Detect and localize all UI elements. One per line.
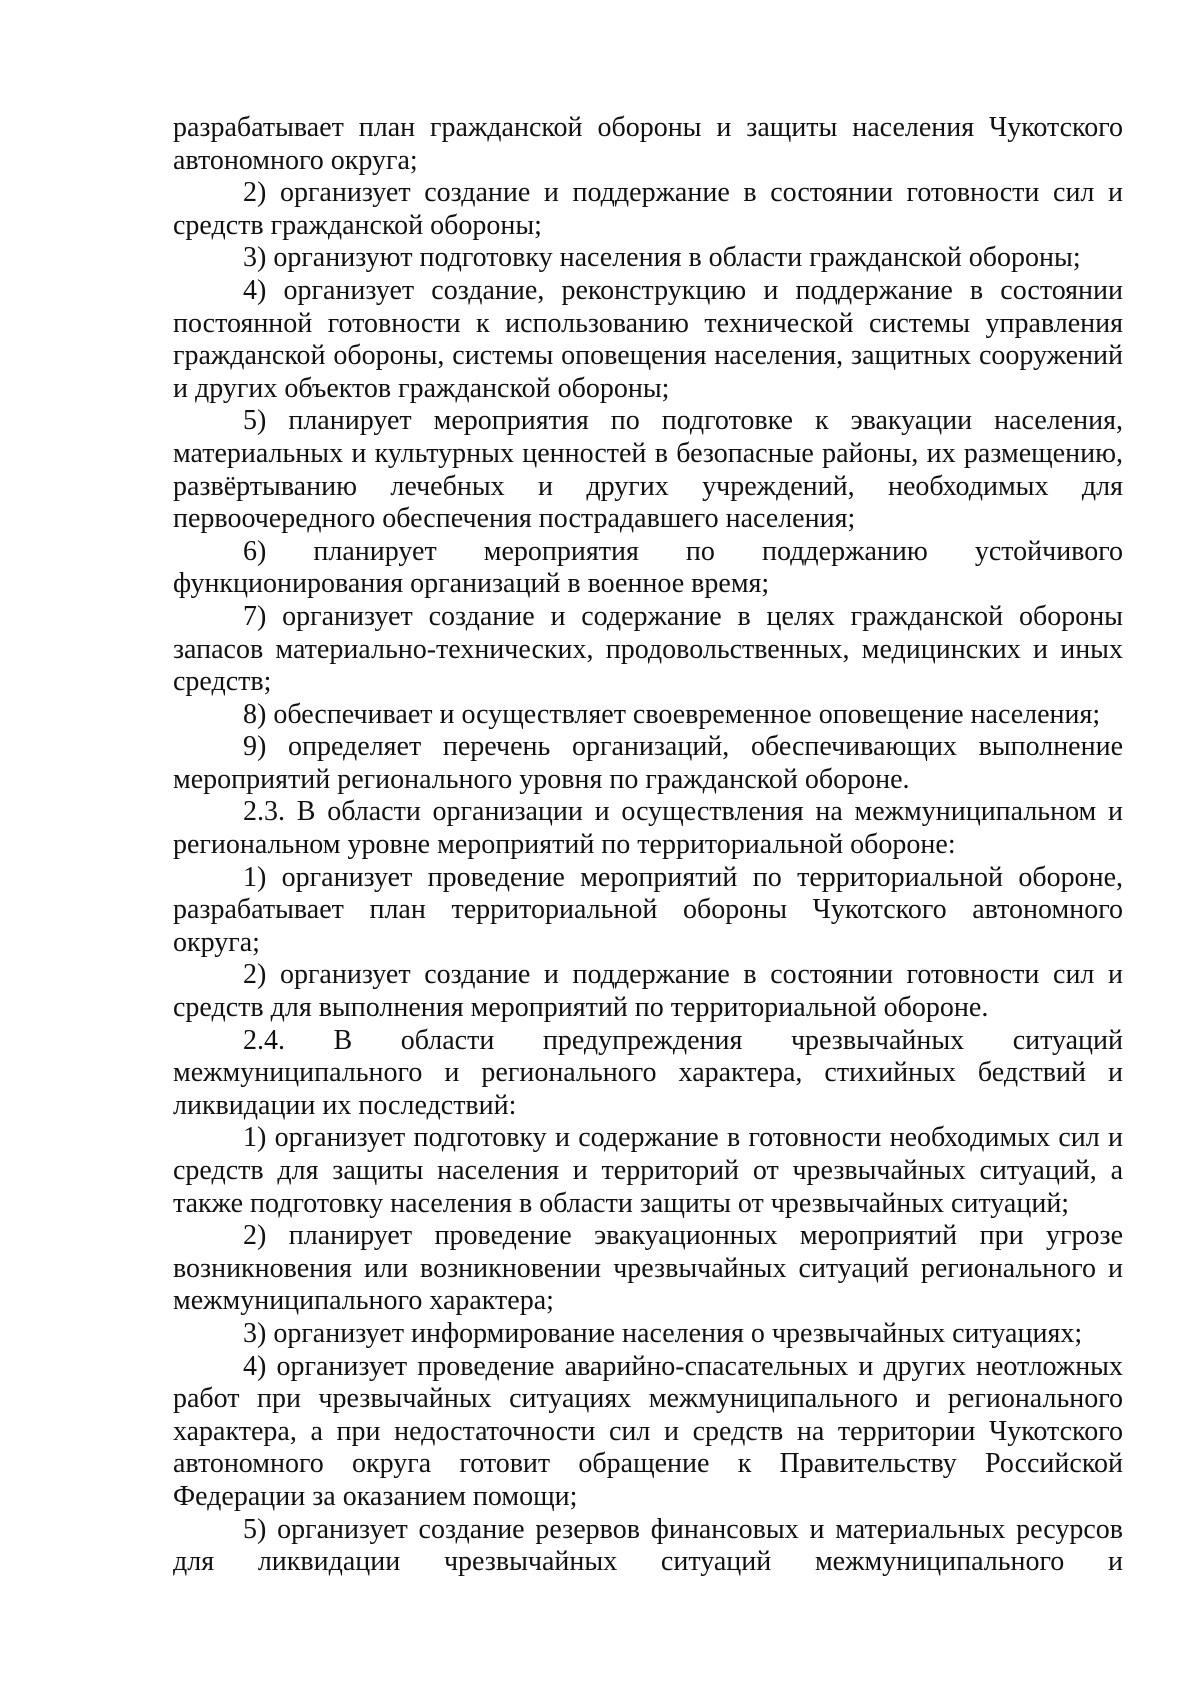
paragraph-1: разрабатывает план гражданской обороны и защиты населения Чукотского автономного округа; xyxy=(173,112,1123,176)
paragraph-3: 3) организуют подготовку населения в области гражданской обороны; xyxy=(243,242,1081,274)
paragraph-13: 2.4. В области предупреждения чрезвычайных ситуаций межмуниципального и регионального характера, стихийных бедствий и ликвидации их последствий: xyxy=(173,1024,1123,1121)
paragraph-11: 1) организует проведение мероприятий по территориальной обороне, разрабатывает план территориальной обороны Чукотского автономного округа; xyxy=(173,861,1123,958)
paragraph-10: 2.3. В области организации и осуществления на межмуниципальном и региональном уровне мероприятий по территориальной обороне: xyxy=(173,796,1123,861)
paragraph-7: 7) организует создание и содержание в целях гражданской обороны запасов материально-технических, продовольственных, медицинских и иных средств; xyxy=(173,600,1123,698)
paragraph-9: 9) определяет перечень организаций, обеспечивающих выполнение мероприятий регионального уровня по гражданской обороне. xyxy=(173,731,1123,795)
paragraph-5: 5) планирует мероприятия по подготовке к эвакуации населения, материальных и культурных ценностей в безопасные районы, их размещению, развёртыванию лечебных и других учреждений, необходимых для первоочередного обеспечения пострадавшего населения; xyxy=(173,405,1123,535)
paragraph-18: 5) организует создание резервов финансовых и материальных ресурсов для ликвидации чрезвычайных ситуаций межмуниципального и xyxy=(173,1513,1123,1578)
paragraph-17: 4) организует проведение аварийно-спасательных и других неотложных работ при чрезвычайных ситуациях межмуниципального и регионального характера, а при недостаточности сил и средств на территории Чукотского автономного округа готовит обращение к Правительству Российской Федерации за оказанием помощи; xyxy=(173,1350,1123,1512)
paragraph-8: 8) обеспечивает и осуществляет своевременное оповещение населения; xyxy=(243,698,1101,730)
paragraph-4: 4) организует создание, реконструкцию и поддержание в состоянии постоянной готовности к использованию технической системы управления гражданской обороны, системы оповещения населения, защитных сооружений и других объектов гражданской обороны; xyxy=(173,274,1123,404)
paragraph-16: 3) организует информирование населения о чрезвычайных ситуациях; xyxy=(243,1317,1083,1349)
paragraph-12: 2) организует создание и поддержание в состоянии готовности сил и средств для выполнения мероприятий по территориальной обороне. xyxy=(173,959,1123,1024)
paragraph-6: 6) планирует мероприятия по поддержанию устойчивого функционирования организаций в военное время; xyxy=(173,535,1123,600)
paragraph-15: 2) планирует проведение эвакуационных мероприятий при угрозе возникновения или возникновении чрезвычайных ситуаций регионального и межмуниципального характера; xyxy=(173,1220,1123,1317)
paragraph-2: 2) организует создание и поддержание в состоянии готовности сил и средств гражданской обороны; xyxy=(173,177,1123,241)
document-page xyxy=(173,112,1123,1579)
paragraph-14: 1) организует подготовку и содержание в готовности необходимых сил и средств для защиты населения и территорий от чрезвычайных ситуаций, а также подготовку населения в области защиты от чрезвычайных ситуаций; xyxy=(173,1122,1123,1219)
